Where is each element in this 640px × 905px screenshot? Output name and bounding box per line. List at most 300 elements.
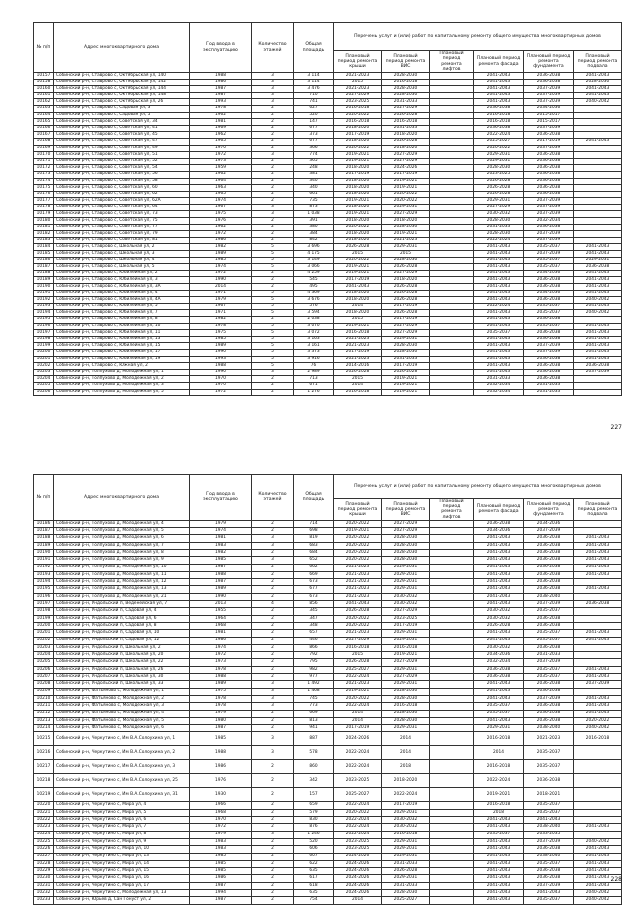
row-floors: 2	[252, 637, 294, 644]
table-row	[34, 520, 622, 527]
row-number: 10211	[34, 703, 54, 710]
row-floors: 3	[252, 703, 294, 710]
row-roof-period: 2025-2027	[334, 788, 382, 802]
row-lifts-period	[430, 846, 474, 853]
row-area: 347	[294, 615, 334, 622]
row-floors: 2	[252, 132, 294, 139]
row-lifts-period	[430, 73, 474, 80]
table-row	[34, 376, 622, 383]
row-number: 10194	[34, 579, 54, 586]
table-row	[34, 369, 622, 376]
row-area: 673	[294, 593, 334, 600]
row-foundation-period: 2041-2043	[524, 889, 574, 896]
table-row	[34, 119, 622, 126]
page-separator	[0, 440, 640, 468]
row-address: Собинский р-н, Ставрово с, Октябрьская ул, 148	[54, 92, 190, 99]
row-roof-period: 2024-2026	[334, 732, 382, 746]
row-basement-period: 2029-2031	[574, 257, 622, 264]
row-address: Собинский р-н, Фатьяново с, Молодежная ул, 2	[54, 695, 190, 702]
row-foundation-period: 2035-2037	[524, 264, 574, 271]
row-year: 1989	[190, 586, 252, 593]
row-floors: 2	[252, 882, 294, 889]
row-floors: 2	[252, 860, 294, 867]
row-year: 1970	[190, 817, 252, 824]
row-vis-period: 2026-2028	[382, 310, 430, 317]
table-row	[34, 297, 622, 304]
row-lifts-period	[430, 809, 474, 816]
row-year: 1967	[190, 303, 252, 310]
row-address: Собинский р-н, Ставрово с, Школьная ул, 2	[54, 244, 190, 251]
row-area: 1 468	[294, 688, 334, 695]
row-roof-period: 2014	[334, 717, 382, 724]
row-facade-period: 2028-2030	[474, 218, 524, 225]
page-number: 227	[610, 424, 622, 431]
row-area: 635	[294, 868, 334, 875]
row-basement-period: 2041-2043	[574, 637, 622, 644]
row-lifts-period	[430, 593, 474, 600]
row-floors: 5	[252, 303, 294, 310]
row-address: Собинский р-н, Ундольский п, Садовая ул, 10	[54, 630, 190, 637]
row-number: 10224	[34, 831, 54, 838]
row-facade-period: 2032-2034	[474, 382, 524, 389]
row-facade-period: 2030-2032	[474, 608, 524, 615]
row-lifts-period	[430, 564, 474, 571]
row-roof-period: 2019-2021	[334, 688, 382, 695]
row-year: 1978	[190, 105, 252, 112]
row-lifts-period	[430, 746, 474, 760]
row-lifts-period	[430, 875, 474, 882]
row-facade-period: 2041-2043	[474, 343, 524, 350]
row-area: 520	[294, 838, 334, 845]
row-number: 10218	[34, 774, 54, 788]
table-row	[34, 535, 622, 542]
row-year: 1969	[190, 125, 252, 132]
row-basement-period: 2041-2043	[574, 868, 622, 875]
row-lifts-period	[430, 586, 474, 593]
row-floors: 2	[252, 284, 294, 291]
row-basement-period: 2016-2018	[574, 732, 622, 746]
row-foundation-period: 2036-2038	[524, 846, 574, 853]
row-lifts-period	[430, 882, 474, 889]
row-roof-period: 2015	[334, 251, 382, 258]
row-floors: 2	[252, 224, 294, 231]
row-floors: 5	[252, 323, 294, 330]
row-foundation-period: 2035-2037	[524, 310, 574, 317]
row-lifts-period	[430, 630, 474, 637]
row-foundation-period: 2036-2038	[524, 564, 574, 571]
row-lifts-period	[430, 198, 474, 205]
row-floors: 2	[252, 586, 294, 593]
row-lifts-period	[430, 356, 474, 363]
row-vis-period: 2027-2029	[382, 270, 430, 277]
row-floors: 3	[252, 681, 294, 688]
row-floors: 2	[252, 138, 294, 145]
table-row	[34, 204, 622, 211]
row-basement-period: 2041-2043	[574, 251, 622, 258]
row-number: 10162	[34, 99, 54, 106]
row-facade-period: 2041-2043	[474, 630, 524, 637]
table-row	[34, 674, 622, 681]
table-row	[34, 788, 622, 802]
row-foundation-period: 2034-2036	[524, 520, 574, 527]
row-area: 659	[294, 802, 334, 809]
row-year: 1987	[190, 725, 252, 732]
row-floors: 2	[252, 817, 294, 824]
table-row	[34, 846, 622, 853]
row-number: 10161	[34, 92, 54, 99]
row-vis-period: 2019-2021	[382, 382, 430, 389]
row-vis-period: 2029-2031	[382, 204, 430, 211]
row-vis-period: 2026-2028	[382, 284, 430, 291]
row-vis-period: 2018-2020	[382, 277, 430, 284]
table-row	[34, 717, 622, 724]
row-floors: 2	[252, 889, 294, 896]
header-vis: Плановый период ремонта ВИС	[382, 51, 430, 73]
table-row	[34, 244, 622, 251]
row-facade-period: 2029-2031	[474, 198, 524, 205]
row-lifts-period	[430, 695, 474, 702]
row-vis-period: 2027-2029	[382, 323, 430, 330]
table-row	[34, 92, 622, 99]
row-number: 10202	[34, 637, 54, 644]
row-basement-period: 2037-2039	[574, 681, 622, 688]
row-number: 10229	[34, 868, 54, 875]
row-address: Собинский р-н, Ставрово с, Школьная ул, 3	[54, 251, 190, 258]
row-floors: 5	[252, 363, 294, 370]
row-facade-period: 2041-2043	[474, 579, 524, 586]
row-basement-period	[574, 152, 622, 159]
table-row	[34, 622, 622, 629]
row-lifts-period	[430, 270, 474, 277]
table-row	[34, 550, 622, 557]
row-year: 1975	[190, 688, 252, 695]
row-foundation-period: 2037-2039	[524, 343, 574, 350]
row-number: 10227	[34, 853, 54, 860]
row-address: Собинский р-н, Толпухово д, Молодежная ул, 8	[54, 550, 190, 557]
row-roof-period: 2020-2022	[334, 615, 382, 622]
row-vis-period: 2029-2031	[382, 579, 430, 586]
table-row	[34, 860, 622, 867]
row-basement-period	[574, 119, 622, 126]
row-number: 10206	[34, 389, 54, 396]
row-basement-period	[574, 224, 622, 231]
row-lifts-period	[430, 349, 474, 356]
row-lifts-period	[430, 290, 474, 297]
table-row	[34, 608, 622, 615]
row-facade-period: 2016-2018	[474, 119, 524, 126]
row-basement-period: 2041-2043	[574, 92, 622, 99]
row-floors: 5	[252, 297, 294, 304]
row-area: 795	[294, 659, 334, 666]
row-year: 1966	[190, 802, 252, 809]
row-lifts-period	[430, 802, 474, 809]
header-address: Адрес многоквартирного дома	[54, 475, 190, 521]
table-row	[34, 99, 622, 106]
header-facade: Плановый период ремонта фасада	[474, 51, 524, 73]
row-basement-period: 2036-2038	[574, 601, 622, 608]
row-roof-period: 2014	[334, 710, 382, 717]
row-number: 10203	[34, 369, 54, 376]
row-year: 2014	[190, 284, 252, 291]
row-roof-period: 2021-2023	[334, 630, 382, 637]
row-lifts-period	[430, 579, 474, 586]
row-facade-period: 2041-2043	[474, 270, 524, 277]
row-roof-period: 2026-2028	[334, 244, 382, 251]
row-floors: 2	[252, 725, 294, 732]
row-year: 1981	[190, 119, 252, 126]
table-row	[34, 695, 622, 702]
row-vis-period: 2014	[382, 746, 430, 760]
row-basement-period: 2041-2043	[574, 846, 622, 853]
row-area: 380	[294, 224, 334, 231]
row-vis-period: 2026-2028	[382, 264, 430, 271]
row-foundation-period: 2031-2033	[524, 652, 574, 659]
row-lifts-period	[430, 191, 474, 198]
row-roof-period: 2014-2016	[334, 363, 382, 370]
row-floors: 3	[252, 152, 294, 159]
row-address: Собинский р-н, Ставрово с, Советская ул, 62А	[54, 198, 190, 205]
row-number: 10198	[34, 336, 54, 343]
row-lifts-period	[430, 652, 474, 659]
row-area: 683	[294, 542, 334, 549]
table-row	[34, 323, 622, 330]
row-area: 830	[294, 817, 334, 824]
row-area: 4 175	[294, 251, 334, 258]
row-roof-period: 2021-2023	[334, 73, 382, 80]
row-facade-period: 2041-2043	[474, 897, 524, 904]
row-facade-period: 2041-2043	[474, 257, 524, 264]
row-foundation-period: 2036-2038	[524, 868, 574, 875]
header-floors: Количество этажей	[252, 23, 294, 73]
row-vis-period: 2029-2031	[382, 838, 430, 845]
row-floors: 2	[252, 838, 294, 845]
row-year: 1982	[190, 316, 252, 323]
row-roof-period: 2015	[334, 316, 382, 323]
row-vis-period: 2027-2029	[382, 659, 430, 666]
row-lifts-period	[430, 145, 474, 152]
row-year: 1979	[190, 520, 252, 527]
row-facade-period: 2041-2043	[474, 356, 524, 363]
row-year: 1978	[190, 703, 252, 710]
row-lifts-period	[430, 119, 474, 126]
row-floors: 2	[252, 666, 294, 673]
row-area: 4 369	[294, 290, 334, 297]
row-area: 698	[294, 528, 334, 535]
row-number: 10204	[34, 376, 54, 383]
row-facade-period: 2029-2031	[474, 725, 524, 732]
row-basement-period	[574, 688, 622, 695]
row-basement-period: 2041-2043	[574, 290, 622, 297]
row-year: 1968	[190, 809, 252, 816]
row-basement-period: 2040-2042	[574, 838, 622, 845]
row-vis-period: 2027-2029	[382, 528, 430, 535]
row-area: 545	[294, 277, 334, 284]
row-foundation-period: 2031-2033	[524, 389, 574, 396]
row-floors: 2	[252, 237, 294, 244]
row-floors: 5	[252, 343, 294, 350]
row-vis-period: 2031-2033	[382, 125, 430, 132]
table-row	[34, 257, 622, 264]
row-roof-period: 2020-2022	[334, 809, 382, 816]
row-area: 677	[294, 586, 334, 593]
row-number: 10157	[34, 73, 54, 80]
row-number: 10188	[34, 535, 54, 542]
row-floors: 2	[252, 178, 294, 185]
row-vis-period: 2028-2030	[382, 73, 430, 80]
row-area: 340	[294, 178, 334, 185]
row-roof-period: 2021-2023	[334, 571, 382, 578]
header-num: № п/п	[34, 23, 54, 73]
row-year: 1930	[190, 788, 252, 802]
row-year: 1962	[190, 112, 252, 119]
row-lifts-period	[430, 725, 474, 732]
row-basement-period: 2041-2043	[574, 882, 622, 889]
row-address: Собинский р-н, Ставрово с, Садовая ул, 5	[54, 112, 190, 119]
row-area: 669	[294, 571, 334, 578]
row-facade-period: 2030-2032	[474, 644, 524, 651]
row-area: 2 038	[294, 316, 334, 323]
row-vis-period: 2031-2033	[382, 860, 430, 867]
row-number: 10201	[34, 356, 54, 363]
row-vis-period: 2026-2028	[382, 297, 430, 304]
row-floors: 3	[252, 204, 294, 211]
row-address: Собинский р-н, Черкутино с, Молодежная ул, 13	[54, 889, 190, 896]
row-address: Собинский р-н, Ундольский п, Школьная ул, 22	[54, 659, 190, 666]
row-foundation-period: 2035-2037	[524, 608, 574, 615]
row-address: Собинский р-н, Ундольский п, Веденейская ул, 7	[54, 601, 190, 608]
row-year: 1972	[190, 824, 252, 831]
table-row	[34, 732, 622, 746]
row-floors: 3	[252, 99, 294, 106]
row-lifts-period	[430, 644, 474, 651]
row-facade-period: 2016-2018	[474, 112, 524, 119]
row-year: 1970	[190, 376, 252, 383]
row-facade-period: 2041-2043	[474, 688, 524, 695]
row-lifts-period	[430, 557, 474, 564]
row-floors: 5	[252, 244, 294, 251]
row-roof-period: 2020-2022	[334, 112, 382, 119]
row-lifts-period	[430, 211, 474, 218]
row-foundation-period: 2018-2021	[524, 788, 574, 802]
table-row	[34, 237, 622, 244]
row-number: 10181	[34, 224, 54, 231]
row-year: 1986	[190, 760, 252, 774]
row-basement-period	[574, 145, 622, 152]
row-basement-period: 2020-2022	[574, 717, 622, 724]
row-address: Собинский р-н, Ставрово с, Юбилейная ул, 17	[54, 349, 190, 356]
row-lifts-period	[430, 637, 474, 644]
row-address: Собинский р-н, Черкутино с, Мира ул, 8	[54, 831, 190, 838]
row-vis-period: 2019-2021	[382, 376, 430, 383]
row-floors: 2	[252, 316, 294, 323]
row-number: 10199	[34, 615, 54, 622]
header-facade: Плановый период ремонта фасада	[474, 499, 524, 521]
row-area: 446	[294, 637, 334, 644]
row-facade-period: 2016-2018	[474, 760, 524, 774]
row-area: 842	[294, 237, 334, 244]
table-row	[34, 688, 622, 695]
row-roof-period: 2018-2020	[334, 237, 382, 244]
row-lifts-period	[430, 542, 474, 549]
row-roof-period: 2018-2020	[334, 191, 382, 198]
row-facade-period: 2019-2021	[474, 788, 524, 802]
row-lifts-period	[430, 158, 474, 165]
row-lifts-period	[430, 316, 474, 323]
row-year: 1980	[190, 717, 252, 724]
row-facade-period: 2018	[474, 809, 524, 816]
row-basement-period	[574, 652, 622, 659]
row-facade-period: 2041-2043	[474, 564, 524, 571]
row-lifts-period	[430, 674, 474, 681]
row-address: Собинский р-н, Ставрово с, Южная ул, 2	[54, 363, 190, 370]
row-vis-period: 2027-2029	[382, 674, 430, 681]
row-year: 1987	[190, 86, 252, 93]
row-foundation-period: 2036-2038	[524, 336, 574, 343]
row-year: 1986	[190, 875, 252, 882]
row-facade-period: 2028-2030	[474, 231, 524, 238]
row-lifts-period	[430, 860, 474, 867]
row-address: Собинский р-н, Черкутино с, Мира ул, 4	[54, 802, 190, 809]
row-floors: 2	[252, 615, 294, 622]
row-roof-period: 2022-2024	[334, 831, 382, 838]
row-lifts-period	[430, 264, 474, 271]
table-row	[34, 817, 622, 824]
row-lifts-period	[430, 336, 474, 343]
row-address: Собинский р-н, Ставрово с, Юбилейная ул, 8	[54, 316, 190, 323]
row-foundation-period: 2035-2037	[524, 257, 574, 264]
row-lifts-period	[430, 165, 474, 172]
row-foundation-period: 2036-2038	[524, 557, 574, 564]
row-foundation-period: 2038-2040	[524, 853, 574, 860]
row-number: 10171	[34, 158, 54, 165]
row-address: Собинский р-н, Толпухово д, Молодежная ул, 9	[54, 557, 190, 564]
row-roof-period: 2020-2022	[334, 535, 382, 542]
row-basement-period: 2041-2043	[574, 270, 622, 277]
row-address: Собинский р-н, Ставрово с, Октябрьская ул, 144	[54, 86, 190, 93]
table-row	[34, 231, 622, 238]
row-year: 1981	[190, 630, 252, 637]
row-roof-period: 2024-2026	[334, 853, 382, 860]
table-row	[34, 363, 622, 370]
row-number: 10189	[34, 542, 54, 549]
header-works: Перечень услуг и (или) работ по капитальному ремонту общего имущества многоквартирных домов	[334, 23, 622, 51]
row-number: 10232	[34, 889, 54, 896]
row-foundation-period: 2035-2037	[524, 897, 574, 904]
row-facade-period: 2036-2038	[474, 125, 524, 132]
row-lifts-period	[430, 99, 474, 106]
row-year: 1975	[190, 211, 252, 218]
row-foundation-period: 2036-2038	[524, 586, 574, 593]
row-vis-period: 2029-2031	[382, 846, 430, 853]
row-number: 10196	[34, 593, 54, 600]
row-year: 1987	[190, 897, 252, 904]
row-year: 1967	[190, 204, 252, 211]
table-row	[34, 264, 622, 271]
row-address: Собинский р-н, Ставрово с, Юбилейная ул, 3А	[54, 284, 190, 291]
row-facade-period: 2041-2043	[474, 875, 524, 882]
row-roof-period: 2021-2023	[334, 343, 382, 350]
row-facade-period: 2041-2043	[474, 323, 524, 330]
row-roof-period: 2021-2023	[334, 593, 382, 600]
row-lifts-period	[430, 608, 474, 615]
row-roof-period: 2020-2022	[334, 557, 382, 564]
row-area: 342	[294, 774, 334, 788]
row-year: 1986	[190, 637, 252, 644]
table-row	[34, 198, 622, 205]
table-row	[34, 571, 622, 578]
row-area: 345	[294, 608, 334, 615]
row-year: 1985	[190, 732, 252, 746]
